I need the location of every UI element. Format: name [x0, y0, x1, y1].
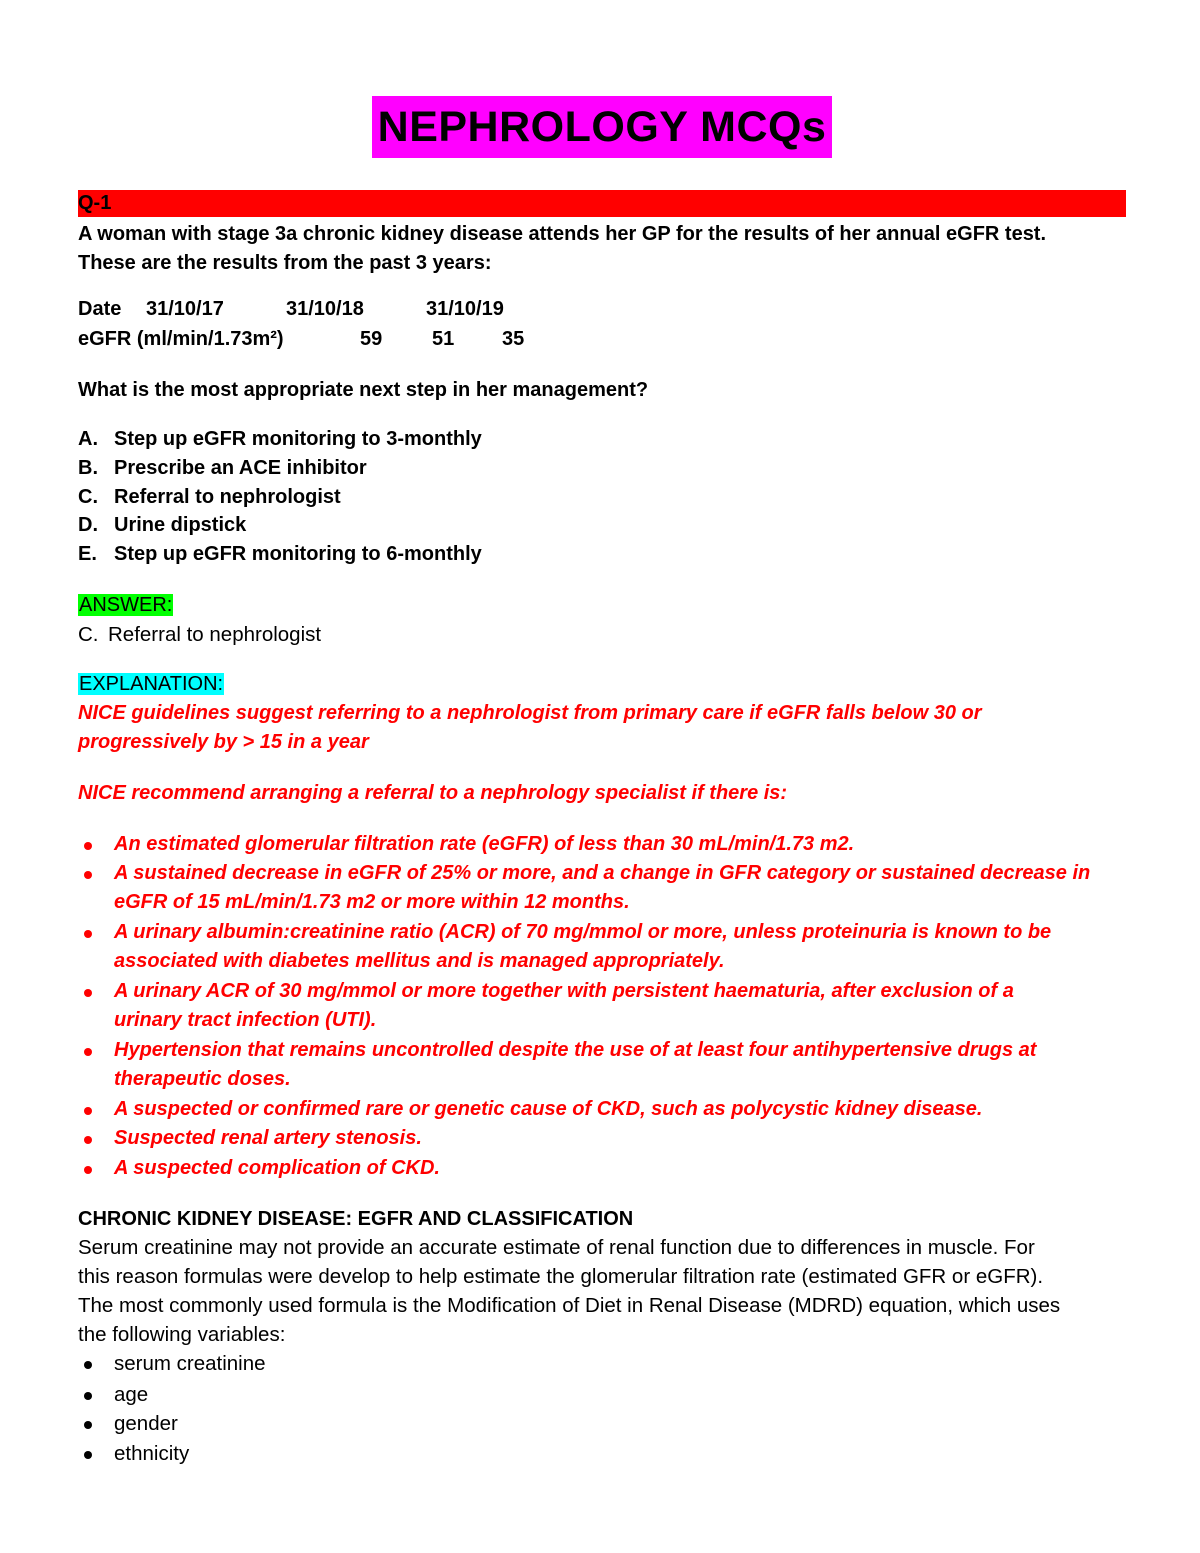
question-label: Q-1 [78, 192, 112, 214]
ckd-heading: CHRONIC KIDNEY DISEASE: EGFR AND CLASSIFICATION [78, 1208, 634, 1230]
mdrd-variable-text: gender [114, 1412, 178, 1435]
option-text: Step up eGFR monitoring to 3-monthly [114, 428, 482, 450]
option-letter: B. [78, 457, 98, 479]
option-b [78, 454, 367, 483]
explanation-para2: NICE recommend arranging a referral to a nephrology specialist if there is: [78, 782, 788, 804]
referral-criterion-line: A urinary ACR of 30 mg/mmol or more together with persistent haematuria, after exclusion of a [114, 980, 1014, 1002]
bullet-icon [84, 1166, 92, 1174]
referral-criterion-line: Suspected renal artery stenosis. [114, 1127, 422, 1149]
referral-criterion-line: associated with diabetes mellitus and is managed appropriately. [114, 950, 725, 972]
date-cell: 31/10/17 [146, 298, 224, 320]
egfr-cell: 35 [502, 328, 525, 350]
results-row-egfr [78, 325, 542, 354]
explanation-heading-line [78, 670, 224, 699]
option-letter: E. [78, 543, 97, 565]
referral-criterion-line: Hypertension that remains uncontrolled despite the use of at least four antihypertensive drugs at [114, 1039, 1037, 1061]
referral-criterion-line: A sustained decrease in eGFR of 25% or more, and a change in GFR category or sustained decrease in [114, 862, 1091, 884]
question-label-bar [78, 190, 1126, 217]
question-prompt: What is the most appropriate next step in her management? [78, 379, 649, 401]
egfr-cell: 59 [360, 328, 383, 350]
bullet-icon [84, 989, 92, 997]
explanation-heading: EXPLANATION: [79, 673, 224, 695]
ckd-paragraph-line: the following variables: [78, 1323, 286, 1346]
title-wrap [78, 96, 1126, 158]
mdrd-variable-text: age [114, 1383, 149, 1406]
question-stem-line-1: A woman with stage 3a chronic kidney disease attends her GP for the results of her annual eGFR test. [78, 223, 1047, 245]
explanation-para1-line1: NICE guidelines suggest referring to a nephrologist from primary care if eGFR falls below 30 or [78, 702, 982, 724]
explanation-para1-line2: progressively by > 15 in a year [78, 731, 369, 753]
ckd-paragraph-line: this reason formulas were develop to help estimate the glomerular filtration rate (estimated GFR or eGFR). [78, 1265, 1044, 1288]
results-row-dates [78, 295, 536, 324]
answer-heading: ANSWER: [79, 594, 173, 616]
referral-criterion-line: A suspected complication of CKD. [114, 1157, 440, 1179]
option-letter: C. [78, 486, 98, 508]
option-text: Prescribe an ACE inhibitor [114, 457, 367, 479]
bullet-icon [84, 842, 92, 850]
answer-text: Referral to nephrologist [108, 623, 322, 646]
answer-heading-line [78, 591, 173, 620]
egfr-label: eGFR (ml/min/1.73m²) [78, 328, 284, 350]
referral-criterion-line: A suspected or confirmed rare or genetic cause of CKD, such as polycystic kidney disease. [114, 1098, 983, 1120]
page-title: NEPHROLOGY MCQs [372, 96, 833, 158]
date-label: Date [78, 298, 122, 320]
question-stem-line-2: These are the results from the past 3 years: [78, 252, 492, 274]
option-e [78, 540, 482, 569]
option-a [78, 425, 482, 454]
option-letter: A. [78, 428, 98, 450]
date-cell: 31/10/19 [426, 298, 504, 320]
bullet-icon [84, 1392, 92, 1400]
referral-criterion-line: An estimated glomerular filtration rate (eGFR) of less than 30 mL/min/1.73 m2. [114, 833, 855, 855]
option-d [78, 511, 246, 540]
ckd-paragraph-line: Serum creatinine may not provide an accurate estimate of renal function due to differences in muscle. For [78, 1236, 1035, 1259]
bullet-icon [84, 1136, 92, 1144]
option-text: Step up eGFR monitoring to 6-monthly [114, 543, 482, 565]
date-cell: 31/10/18 [286, 298, 364, 320]
option-text: Urine dipstick [114, 514, 247, 536]
mdrd-variable-text: ethnicity [114, 1442, 190, 1465]
bullet-icon [84, 1048, 92, 1056]
referral-criterion-line: A urinary albumin:creatinine ratio (ACR) of 70 mg/mmol or more, unless proteinuria is known to be [114, 921, 1052, 943]
referral-criterion-line: therapeutic doses. [114, 1068, 291, 1090]
bullet-icon [84, 1421, 92, 1429]
bullet-icon [84, 930, 92, 938]
referral-criterion-line: urinary tract infection (UTI). [114, 1009, 377, 1031]
egfr-cell: 51 [432, 328, 455, 350]
referral-criterion-line: eGFR of 15 mL/min/1.73 m2 or more within 12 months. [114, 891, 630, 913]
option-letter: D. [78, 514, 98, 536]
bullet-icon [84, 871, 92, 879]
bullet-icon [84, 1451, 92, 1459]
bullet-icon [84, 1107, 92, 1115]
bullet-icon [84, 1361, 92, 1369]
answer-letter: C. [78, 623, 99, 646]
ckd-paragraph-line: The most commonly used formula is the Modification of Diet in Renal Disease (MDRD) equation, which uses [78, 1294, 1061, 1317]
mdrd-variable-text: serum creatinine [114, 1352, 266, 1375]
option-text: Referral to nephrologist [114, 486, 341, 508]
option-c [78, 483, 341, 512]
answer-line [78, 620, 321, 649]
